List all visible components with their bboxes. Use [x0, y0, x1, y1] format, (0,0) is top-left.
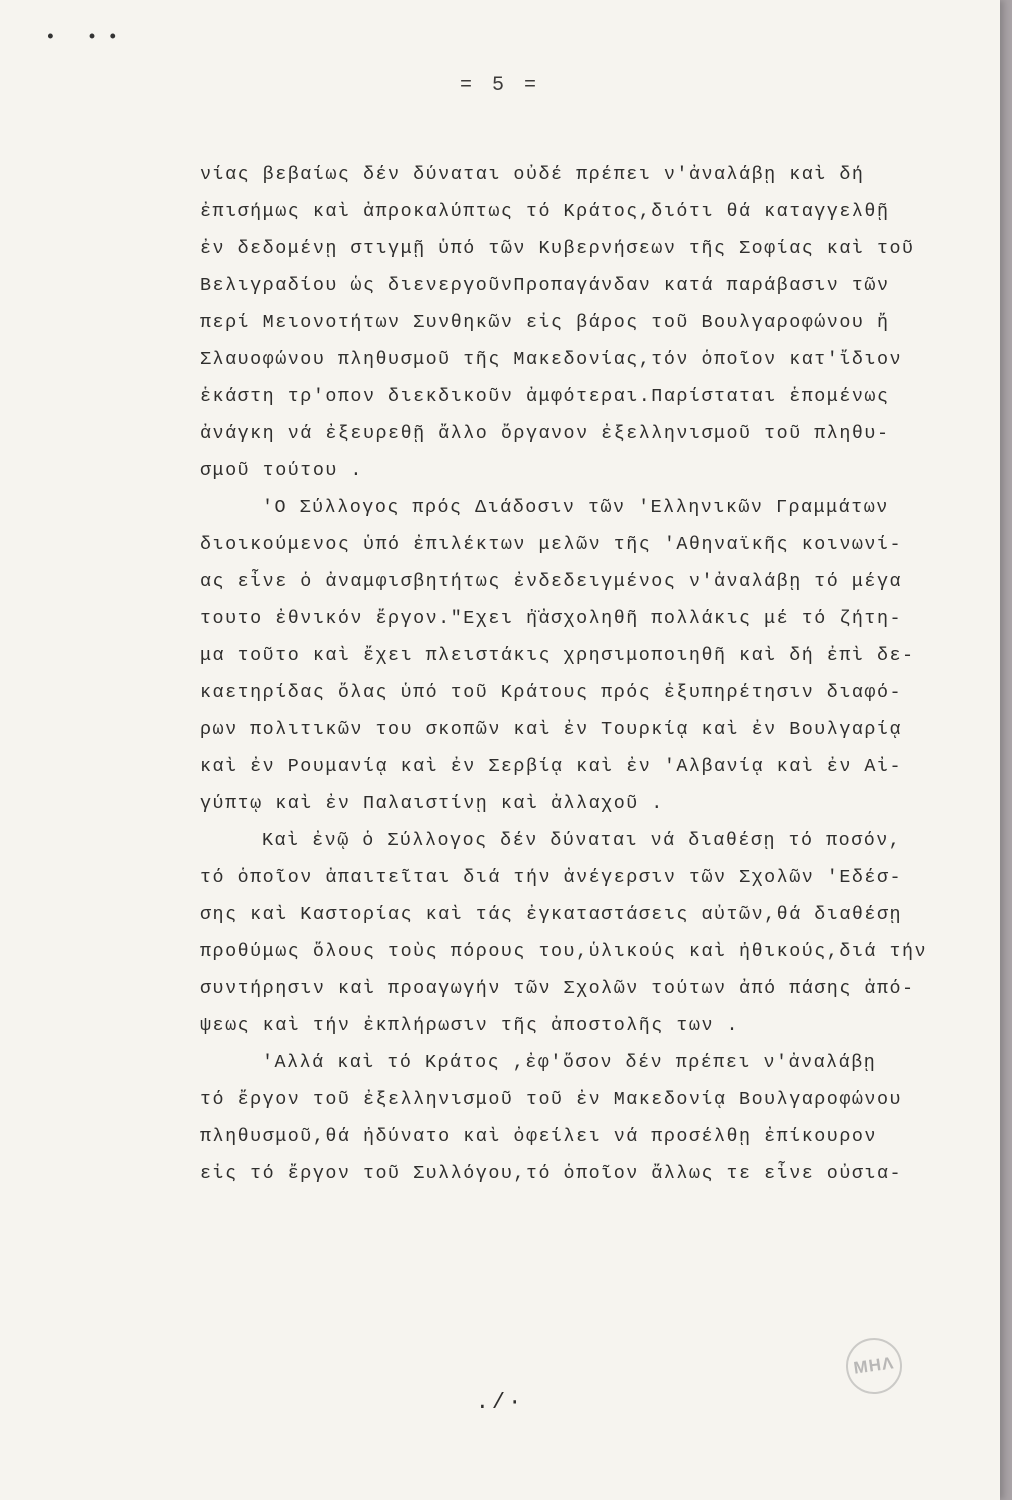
- text-line: σμοῦ τούτου .: [200, 460, 363, 481]
- text-line: διοικούμενος ὑπό ἐπιλέκτων μελῶν τῆς 'Αθηναϊκῆς κοινωνί-: [200, 534, 903, 555]
- text-line: νίας βεβαίως δέν δύναται οὐδέ πρέπει ν'ἀναλάβῃ καὶ δή: [200, 164, 865, 185]
- text-line: εἰς τό ἔργον τοῦ Συλλόγου,τό ὁποῖον ἄλλως τε εἶνε οὐσια-: [200, 1163, 903, 1184]
- paragraph-3: [200, 822, 984, 1044]
- edge-marks: • ••: [45, 28, 129, 48]
- text-line: γύπτῳ καὶ ἐν Παλαιστίνῃ καὶ ἀλλαχοῦ .: [200, 793, 664, 814]
- text-line: καετηρίδας ὅλας ὑπό τοῦ Κράτους πρός ἐξυπηρέτησιν διαφό-: [200, 682, 903, 703]
- text-line: τό ὁποῖον ἀπαιτεῖται διά τήν ἀνέγερσιν τῶν Σχολῶν 'Εδέσ-: [200, 867, 903, 888]
- page-number: = 5 =: [459, 74, 540, 97]
- text-line: πληθυσμοῦ,θά ἠδύνατο καὶ ὀφείλει νά προσέλθῃ ἐπίκουρον: [200, 1126, 877, 1147]
- paragraph-2: [200, 489, 984, 822]
- text-line: 'Ο Σύλλογος πρός Διάδοσιν τῶν 'Ελληνικῶν Γραμμάτων: [262, 497, 889, 518]
- paragraph-4: [200, 1044, 984, 1192]
- text-line: τουτο ἐθνικόν ἔργον."Εχει ἠ̈ἀσχοληθῆ πολλάκις μέ τό ζήτη-: [200, 608, 903, 629]
- text-line: συντήρησιν καὶ προαγωγήν τῶν Σχολῶν τούτων ἀπό πάσης ἀπό-: [200, 978, 915, 999]
- text-line: Σλαυοφώνου πληθυσμοῦ τῆς Μακεδονίας,τόν ὁποῖον κατ'ἴδιον: [200, 349, 903, 370]
- text-line: ας εἶνε ὁ ἀναμφισβητήτως ἐνδεδειγμένος ν'ἀναλάβῃ τό μέγα: [200, 571, 903, 592]
- text-line: σης καὶ Καστορίας καὶ τάς ἐγκαταστάσεις αὐτῶν,θά διαθέσῃ: [200, 904, 903, 925]
- text-line: ἀνάγκη νά ἐξευρεθῇ ἄλλο ὄργανον ἐξελληνισμοῦ τοῦ πληθυ-: [200, 423, 890, 444]
- text-line: ἑκάστη τρ'οπον διεκδικοῦν ἀμφότεραι.Παρίσταται ἑπομένως: [200, 386, 890, 407]
- text-line: ἐπισήμως καὶ ἀπροκαλύπτως τό Κράτος,διότι θά καταγγελθῇ: [200, 201, 890, 222]
- text-line: ἐν δεδομένῃ στιγμῇ ὑπό τῶν Κυβερνήσεων τῆς Σοφίας καὶ τοῦ: [200, 238, 915, 259]
- text-line: προθύμως ὅλους τοὺς πόρους του,ὑλικούς καὶ ἠθικούς,διά τήν: [200, 941, 928, 962]
- text-line: καὶ ἐν Ρουμανίᾳ καὶ ἐν Σερβίᾳ καὶ ἐν 'Αλβανίᾳ καὶ ἐν Αἰ-: [200, 756, 903, 777]
- paragraph-1: [200, 156, 984, 489]
- document-body: [200, 156, 984, 1192]
- archive-stamp-icon: ΜΗΛ: [842, 1334, 905, 1397]
- text-line: περί Μειονοτήτων Συνθηκῶν εἰς βάρος τοῦ Βουλγαροφώνου ἤ: [200, 312, 890, 333]
- text-line: ρων πολιτικῶν του σκοπῶν καὶ ἐν Τουρκίᾳ καὶ ἐν Βουλγαρίᾳ: [200, 719, 903, 740]
- continuation-mark: ./·: [475, 1390, 525, 1415]
- text-line: τό ἔργον τοῦ ἐξελληνισμοῦ τοῦ ἐν Μακεδονίᾳ Βουλγαροφώνου: [200, 1089, 903, 1110]
- text-line: Βελιγραδίου ὡς διενεργοῦνΠροπαγάνδαν κατά παράβασιν τῶν: [200, 275, 890, 296]
- text-line: 'Αλλά καὶ τό Κράτος ,ἐφ'ὅσον δέν πρέπει ν'ἀναλάβῃ: [262, 1052, 877, 1073]
- text-line: Καὶ ἐνῷ ὁ Σύλλογος δέν δύναται νά διαθέσῃ τό ποσόν,: [262, 830, 902, 851]
- text-line: ψεως καὶ τήν ἐκπλήρωσιν τῆς ἀποστολῆς των .: [200, 1015, 740, 1036]
- text-line: μα τοῦτο καὶ ἔχει πλειστάκις χρησιμοποιηθῆ καὶ δή ἐπὶ δε-: [200, 645, 915, 666]
